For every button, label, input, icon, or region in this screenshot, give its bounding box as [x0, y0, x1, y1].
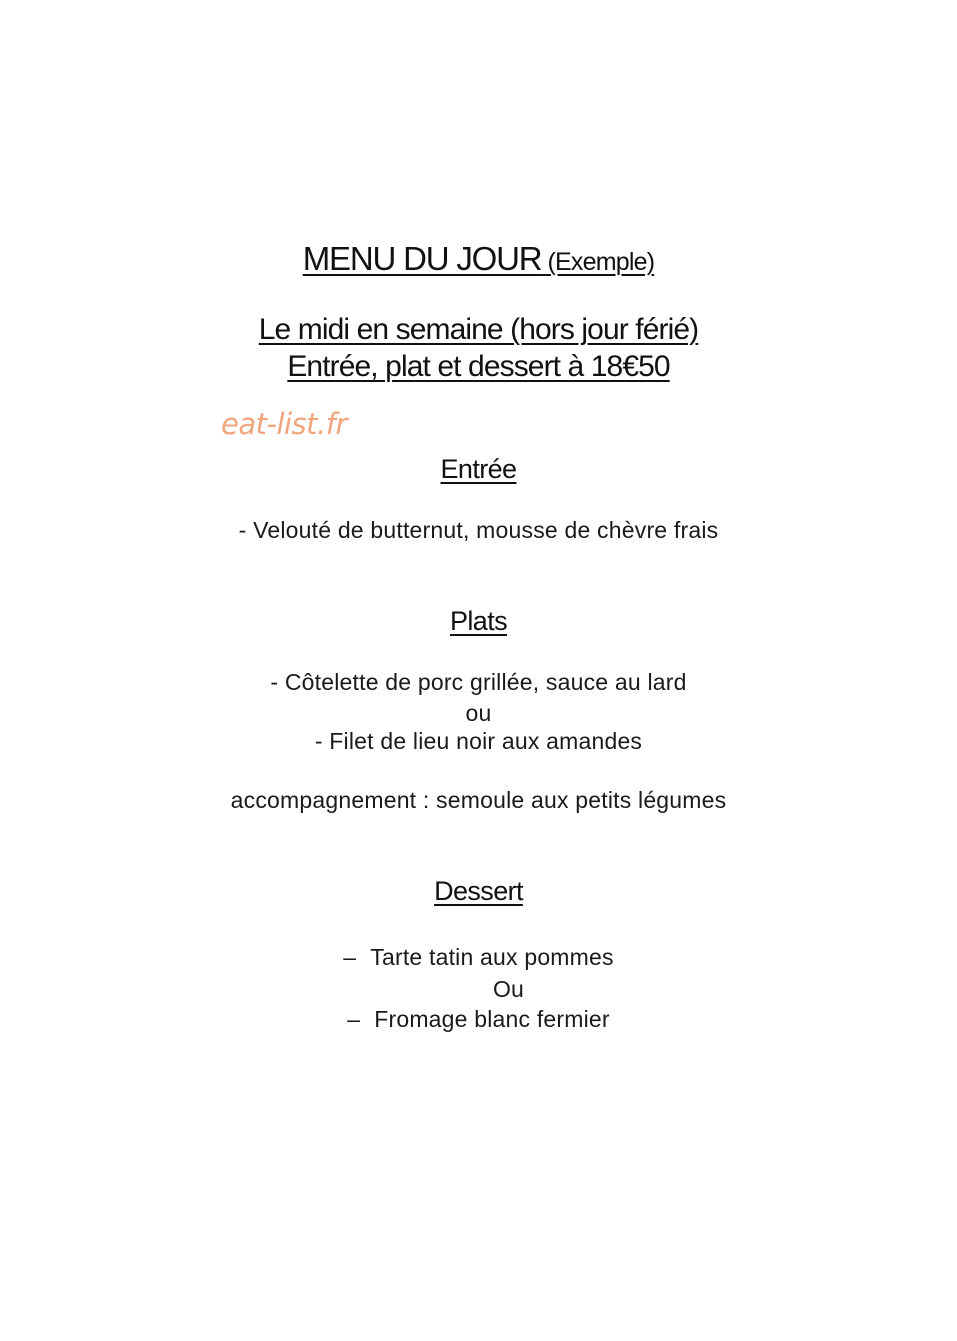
- subtitle-line-1: [0, 313, 957, 347]
- dessert-separator: Ou: [492, 976, 525, 1002]
- dessert-item-1-text: Tarte tatin aux pommes: [370, 944, 614, 970]
- plats-item-1: - Côtelette de porc grillée, sauce au lard: [270, 669, 687, 695]
- section-heading-plats: [0, 606, 957, 637]
- menu-title-main: MENU DU JOUR: [302, 240, 542, 277]
- dessert-dash-2: –: [347, 1006, 361, 1032]
- subtitle-text-2: Entrée, plat et dessert à 18€50: [287, 350, 670, 383]
- menu-title: [0, 240, 957, 278]
- plats-separator: ou: [465, 700, 492, 726]
- plats-accompaniment: accompagnement : semoule aux petits légumes: [230, 787, 727, 813]
- entree-heading-text: Entrée: [440, 454, 517, 484]
- plats-item-2: - Filet de lieu noir aux amandes: [314, 728, 643, 754]
- dessert-item-2: [0, 1006, 957, 1033]
- subtitle-line-2: [0, 350, 957, 384]
- section-heading-dessert: [0, 876, 957, 907]
- plats-heading-text: Plats: [449, 606, 508, 636]
- dessert-item-1: [0, 944, 957, 971]
- menu-title-sub: (Exemple): [547, 248, 655, 276]
- subtitle-text-1: Le midi en semaine (hors jour férié): [258, 313, 699, 346]
- dessert-dash-1: –: [343, 944, 357, 970]
- section-heading-entree: [0, 454, 957, 485]
- dessert-heading-text: Dessert: [434, 876, 523, 906]
- watermark: eat-list.fr: [221, 407, 347, 441]
- dessert-item-2-text: Fromage blanc fermier: [374, 1006, 610, 1032]
- entree-item: - Velouté de butternut, mousse de chèvre frais: [238, 517, 719, 543]
